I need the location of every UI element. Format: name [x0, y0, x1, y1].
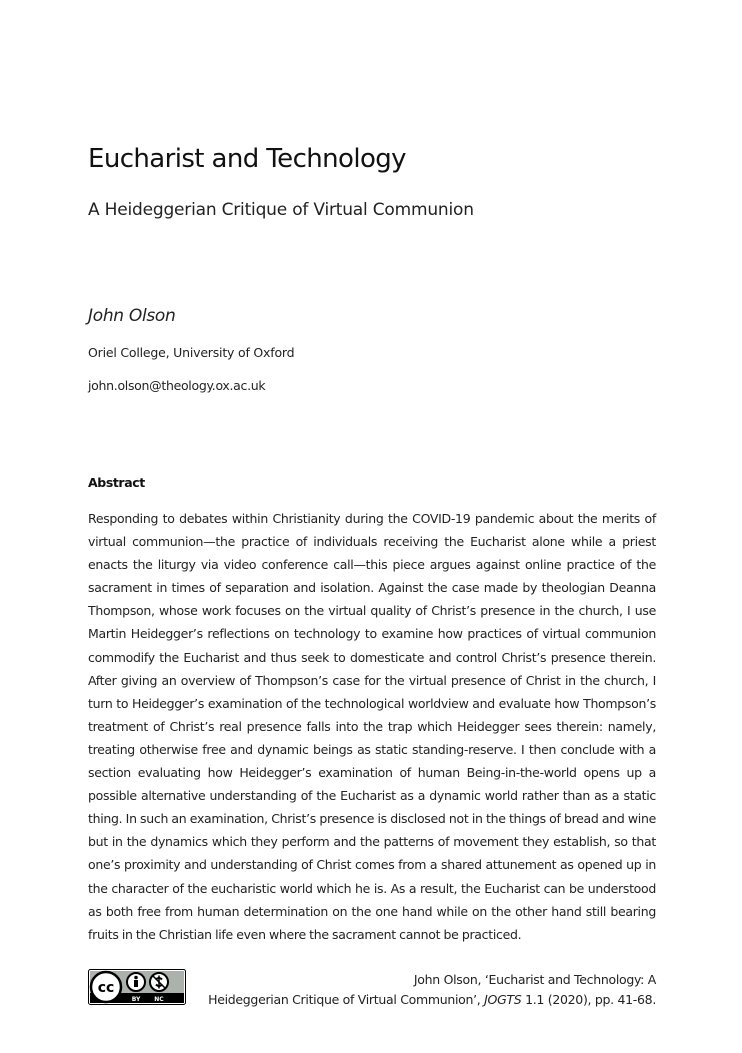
- citation-line-1: John Olson, ‘Eucharist and Technology: A: [413, 972, 656, 987]
- citation-journal: JOGTS: [484, 992, 522, 1007]
- citation-footer: [200, 970, 656, 1010]
- abstract-heading: Abstract: [88, 475, 145, 490]
- author-name: John Olson: [88, 306, 176, 326]
- citation-line-2-prefix: Heideggerian Critique of Virtual Communion’,: [208, 992, 485, 1007]
- article-subtitle: A Heideggerian Critique of Virtual Communion: [88, 200, 474, 220]
- abstract-text: Responding to debates within Christianity during the COVID-19 pandemic about the merits of virtual communion—the practice of individuals receiving the Eucharist alone while a priest enacts the liturgy via video conference call—this piece argues against online practice of the sacrament in times of separation and isolation. Against the case made by theologian Deanna Thompson, whose work focuses on the virtual quality of Christ’s presence in the church, I use Martin Heidegger’s reflections on technology to examine how practices of virtual communion commodify the Eucharist and thus seek to domesticate and control Christ’s presence therein. After giving an overview of Thompson’s case for the virtual presence of Christ in the church, I turn to Heidegger’s examination of the technological worldview and evaluate how Thompson’s treatment of Christ’s real presence falls into the trap which Heidegger sees therein: namely, treating otherwise free and dynamic beings as static standing-reserve. I then conclude with a section evaluating how Heidegger’s examination of human Being-in-the-world opens up a possible alternative understanding of the Eucharist as a dynamic world rather than as a static thing. In such an examination, Christ’s presence is disclosed not in the things of bread and wine but in the dynamics which they perform and the patterns of movement they establish, so that one’s proximity and understanding of Christ comes from a shared attunement as opened up in the character of the eucharistic world which he is. As a result, the Eucharist can be understood as both free from human determination on the one hand while on the other hand still bearing fruits in the Christian life even where the sacrament cannot be practiced.: [88, 511, 656, 942]
- cc-symbol: cc: [97, 980, 115, 996]
- citation-line-2: [200, 990, 656, 1010]
- cc-nc-label: NC: [154, 996, 164, 1003]
- article-title: Eucharist and Technology: [88, 144, 406, 174]
- cc-by-label: BY: [131, 996, 141, 1003]
- citation-line-2-suffix: 1.1 (2020), pp. 41-68.: [521, 992, 656, 1007]
- author-affiliation: Oriel College, University of Oxford: [88, 345, 295, 360]
- author-email: john.olson@theology.ox.ac.uk: [88, 378, 266, 393]
- creative-commons-license-icon: [88, 969, 186, 1005]
